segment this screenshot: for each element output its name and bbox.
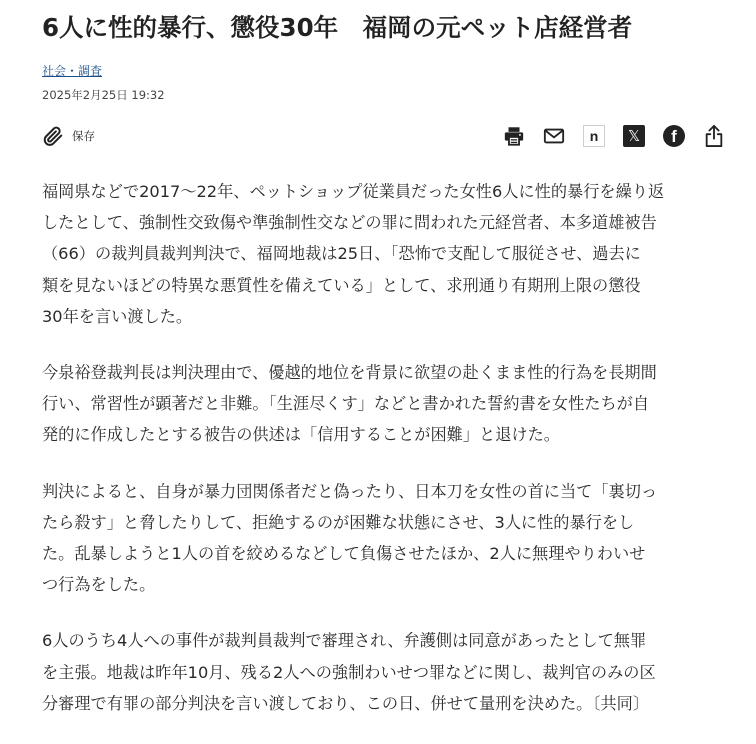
article-body (42, 176, 732, 744)
category-link[interactable]: 社会・調査 (42, 64, 103, 78)
x-icon: 𝕏 (623, 125, 645, 147)
text-line: 6人のうち4人への事件が裁判員裁判で審理され、弁護側は同意があったとして無罪 (42, 631, 647, 651)
text-line: 福岡県などで2017〜22年、ペットショップ従業員だった女性6人に性的暴行を繰り返 (42, 182, 665, 201)
paragraph (42, 176, 732, 332)
paragraph (42, 357, 732, 451)
print-button[interactable] (502, 124, 526, 148)
note-share-button[interactable] (582, 124, 606, 148)
text-line: 行い、常習性が顕著だと非難。「生涯尽くす」などと書かれた誓約書を女性たちが自 (42, 394, 650, 414)
text-line: 30年を言い渡した。 (42, 306, 193, 326)
text-line: 判決によると、自身が暴力団関係者だと偽ったり、日本刀を女性の首に当て「裏切っ (42, 481, 658, 501)
text-line: たら殺す」と脅したりして、拒絶するのが困難な状態にさせ、3人に性的暴行をし (42, 512, 635, 532)
article-title: 6人に性的暴行、懲役30年 福岡の元ペット店経営者 (42, 13, 633, 42)
x-share-button[interactable] (622, 124, 646, 148)
share-toolbar (502, 122, 726, 150)
paragraph (42, 625, 732, 719)
text-line: 今泉裕登裁判長は判決理由で、優越的地位を背景に欲望の赴くまま性的行為を長期間 (42, 363, 657, 383)
text-line: つ行為をした。 (42, 575, 156, 595)
paperclip-icon (42, 125, 64, 147)
publish-date: 2025年2月25日 19:32 (42, 88, 165, 102)
print-icon (503, 125, 525, 147)
mail-icon (543, 125, 565, 147)
facebook-share-button[interactable] (662, 124, 686, 148)
share-icon (703, 124, 725, 148)
text-line: したとして、強制性交致傷や準強制性交などの罪に問われた元経営者、本多道雄被告 (42, 213, 657, 233)
paragraph (42, 476, 732, 601)
text-line: 発的に作成したとする被告の供述は「信用することが困難」と退けた。 (42, 425, 560, 445)
text-line: 分審理で有罪の部分判決を言い渡しており、この日、併せて量刑を決めた。〔共同〕 (42, 693, 650, 713)
save-label: 保存 (72, 129, 95, 143)
text-line: 類を見ないほどの特異な悪質性を備えている」として、求刑通り有期刑上限の懲役 (42, 275, 641, 295)
text-line: た。乱暴しようと1人の首を絞めるなどして負傷させたほか、2人に無理やりわいせ (42, 544, 646, 564)
text-line: を主張。地裁は昨年10月、残る2人への強制わいせつ罪などに関し、裁判官のみの区 (42, 662, 656, 682)
share-button[interactable] (702, 124, 726, 148)
facebook-icon: f (663, 125, 685, 147)
mail-button[interactable] (542, 124, 566, 148)
text-line: （66）の裁判員裁判判決で、福岡地裁は25日、「恐怖で支配して服従させ、過去に (42, 244, 641, 264)
save-button[interactable] (42, 122, 95, 150)
note-icon: n (583, 125, 605, 147)
